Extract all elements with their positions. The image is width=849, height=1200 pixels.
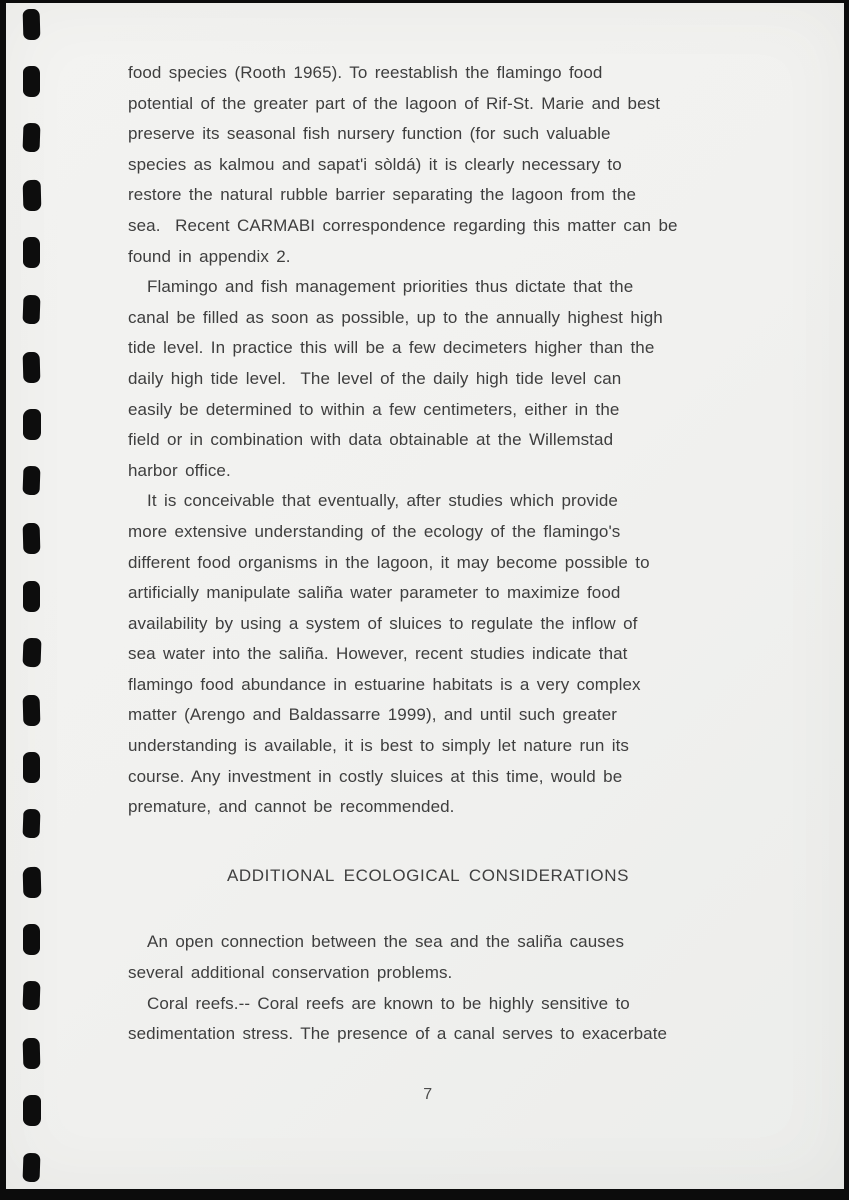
text-line: food species (Rooth 1965). To reestablish the flamingo food — [128, 63, 603, 82]
text-line: sea. Recent CARMABI correspondence regarding this matter can be — [128, 215, 678, 235]
binding-hole — [23, 924, 40, 955]
binding-hole — [23, 866, 42, 897]
text-line: canal be filled as soon as possible, up to the annually highest high — [128, 307, 663, 327]
text-line: artificially manipulate saliña water parameter to maximize food — [128, 583, 621, 603]
binding-hole — [23, 1095, 41, 1126]
text-line: preserve its seasonal fish nursery function (for such valuable — [128, 124, 611, 144]
binding-hole — [22, 466, 40, 496]
paragraph — [128, 486, 728, 823]
text-line: found in appendix 2. — [128, 246, 291, 266]
text-line: daily high tide level. The level of the daily high tide level can — [128, 368, 622, 388]
binding-hole — [22, 123, 40, 153]
text-line: An open connection between the sea and the saliña causes — [147, 932, 625, 952]
paragraph — [128, 927, 728, 988]
binding-hole — [23, 66, 40, 97]
text-line: availability by using a system of sluices to regulate the inflow of — [128, 613, 638, 633]
text-line: harbor office. — [128, 460, 231, 480]
binding-hole — [23, 237, 40, 268]
text-line: flamingo food abundance in estuarine habitats is a very complex — [128, 674, 641, 694]
text-line: matter (Arengo and Baldassarre 1999), and until such greater — [128, 705, 618, 725]
binding-hole — [23, 523, 41, 554]
binding-hole — [23, 752, 40, 783]
text-line: easily be determined to within a few centimeters, either in the — [128, 399, 620, 419]
document-body — [128, 58, 728, 1050]
binding-hole — [22, 1152, 40, 1182]
text-line: species as kalmou and sapat'i sòldá) it is clearly necessary to — [128, 154, 622, 174]
binding-hole — [23, 351, 41, 382]
text-line: sea water into the saliña. However, recent studies indicate that — [128, 644, 628, 664]
text-line: Coral reefs.-- Coral reefs are known to be highly sensitive to — [147, 993, 630, 1013]
text-line: Flamingo and fish management priorities thus dictate that the — [147, 277, 634, 297]
paper-sheet — [6, 3, 844, 1189]
binding-hole — [23, 180, 42, 211]
binding-hole — [23, 8, 41, 39]
text-line: course. Any investment in costly sluices at this time, would be — [128, 766, 623, 786]
binding-hole — [22, 637, 41, 667]
text-line: It is conceivable that eventually, after studies which provide — [147, 491, 618, 511]
text-line: several additional conservation problems. — [128, 963, 453, 983]
text-line: more extensive understanding of the ecology of the flamingo's — [128, 521, 621, 541]
text-line: sedimentation stress. The presence of a canal serves to exacerbate — [128, 1024, 668, 1044]
binding-hole — [23, 695, 41, 726]
binding-hole — [23, 409, 41, 440]
text-line: restore the natural rubble barrier separating the lagoon from the — [128, 185, 637, 205]
paragraph — [128, 272, 728, 486]
text-line: tide level. In practice this will be a few decimeters higher than the — [128, 338, 655, 358]
text-line: field or in combination with data obtainable at the Willemstad — [128, 430, 614, 450]
binding-holes — [0, 0, 60, 1200]
binding-hole — [22, 809, 40, 839]
section-heading: ADDITIONAL ECOLOGICAL CONSIDERATIONS — [226, 865, 630, 885]
binding-hole — [22, 294, 40, 324]
paragraph — [128, 989, 728, 1050]
text-line: understanding is available, it is best to simply let nature run its — [128, 736, 629, 756]
binding-hole — [23, 1038, 41, 1069]
text-line: different food organisms in the lagoon, it may become possible to — [128, 552, 650, 572]
binding-hole — [22, 981, 40, 1011]
page-number: 7 — [423, 1086, 433, 1103]
paragraph — [128, 58, 728, 272]
text-line: potential of the greater part of the lagoon of Rif-St. Marie and best — [128, 93, 661, 113]
binding-hole — [23, 581, 40, 612]
text-line: premature, and cannot be recommended. — [128, 797, 455, 817]
